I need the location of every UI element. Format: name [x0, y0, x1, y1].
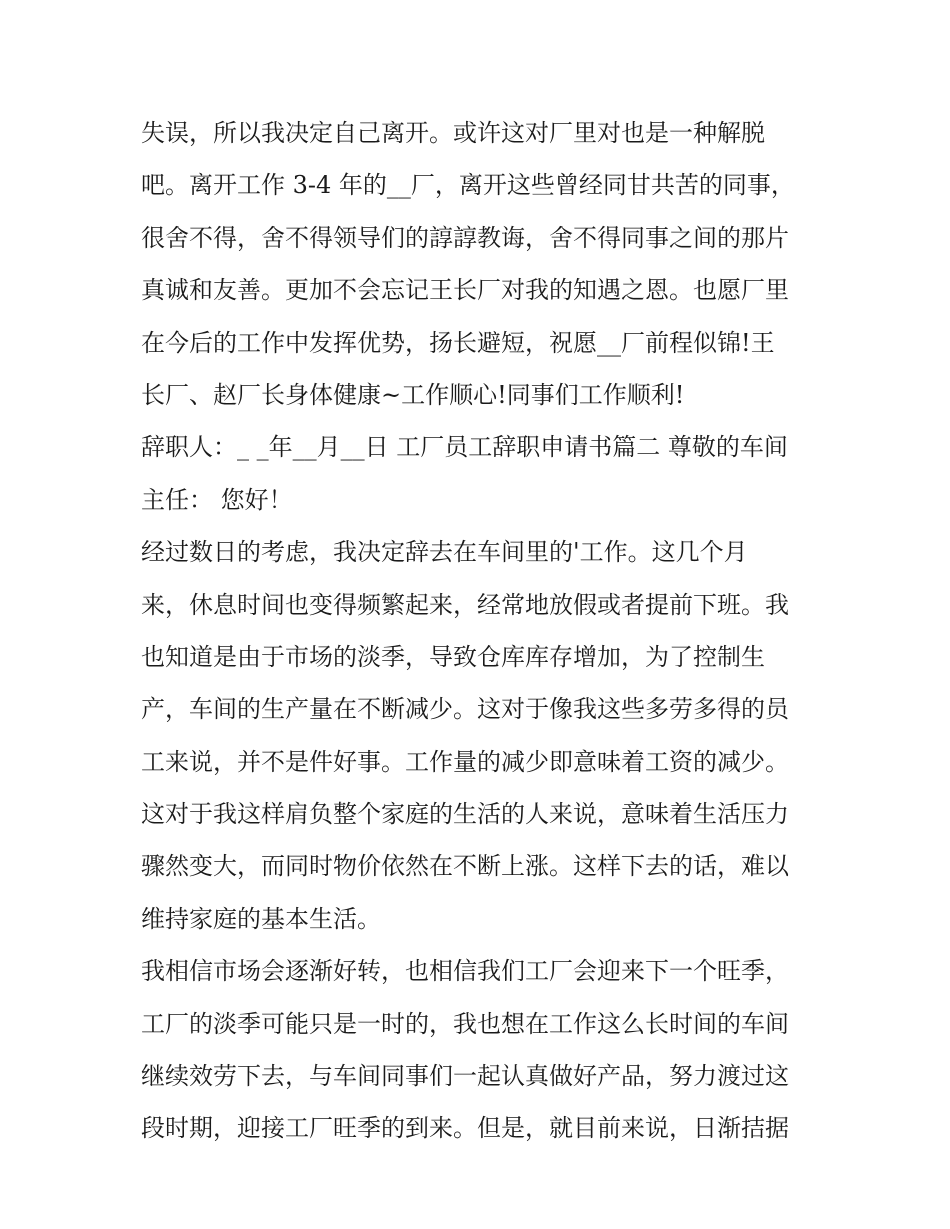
text-line: 这对于我这样肩负整个家庭的生活的人来说，意味着生活压力	[141, 800, 789, 829]
text-line: 来，休息时间也变得频繁起来，经常地放假或者提前下班。我	[141, 590, 789, 619]
text-line: 经过数日的考虑，我决定辞去在车间里的'工作。这几个月	[141, 538, 748, 567]
text-line: 工来说，并不是件好事。工作量的减少即意味着工资的减少。	[141, 747, 789, 776]
signature-line: 辞职人：_ _年__月__日 工厂员工辞职申请书篇二 尊敬的车间	[141, 433, 788, 462]
text-line: 在今后的工作中发挥优势，扬长避短，祝愿__厂前程似锦!王	[141, 328, 775, 357]
text-line: 段时期，迎接工厂旺季的到来。但是，就目前来说，日渐拮据	[141, 1114, 789, 1143]
text-line: 工厂的淡季可能只是一时的，我也想在工作这么长时间的车间	[141, 1009, 789, 1038]
text-line: 产，车间的生产量在不断减少。这对于像我这些多劳多得的员	[141, 695, 789, 724]
text-line: 维持家庭的基本生活。	[141, 904, 381, 933]
text-line: 真诚和友善。更加不会忘记王长厂对我的知遇之恩。也愿厂里	[141, 276, 789, 305]
text-line: 也知道是由于市场的淡季，导致仓库库存增加，为了控制生	[141, 642, 765, 671]
salutation-line: 主任： 您好！	[141, 485, 293, 514]
letter-body	[141, 107, 821, 1155]
text-line: 很舍不得，舍不得领导们的諄諄教诲，舍不得同事之间的那片	[141, 223, 789, 252]
text-line: 我相信市场会逐渐好转，也相信我们工厂会迎来下一个旺季，	[141, 957, 789, 986]
text-line: 吧。离开工作 3-4 年的__厂，离开这些曾经同甘共苦的同事，	[141, 171, 795, 200]
text-line: 继续效劳下去，与车间同事们一起认真做好产品，努力渡过这	[141, 1062, 789, 1091]
text-line: 长厂、赵厂长身体健康~工作顺心!同事们工作顺利!	[141, 380, 685, 409]
text-line: 骤然变大，而同时物价依然在不断上涨。这样下去的话，难以	[141, 852, 789, 881]
text-line: 失误，所以我决定自己离开。或许这对厂里对也是一种解脱	[141, 119, 765, 147]
